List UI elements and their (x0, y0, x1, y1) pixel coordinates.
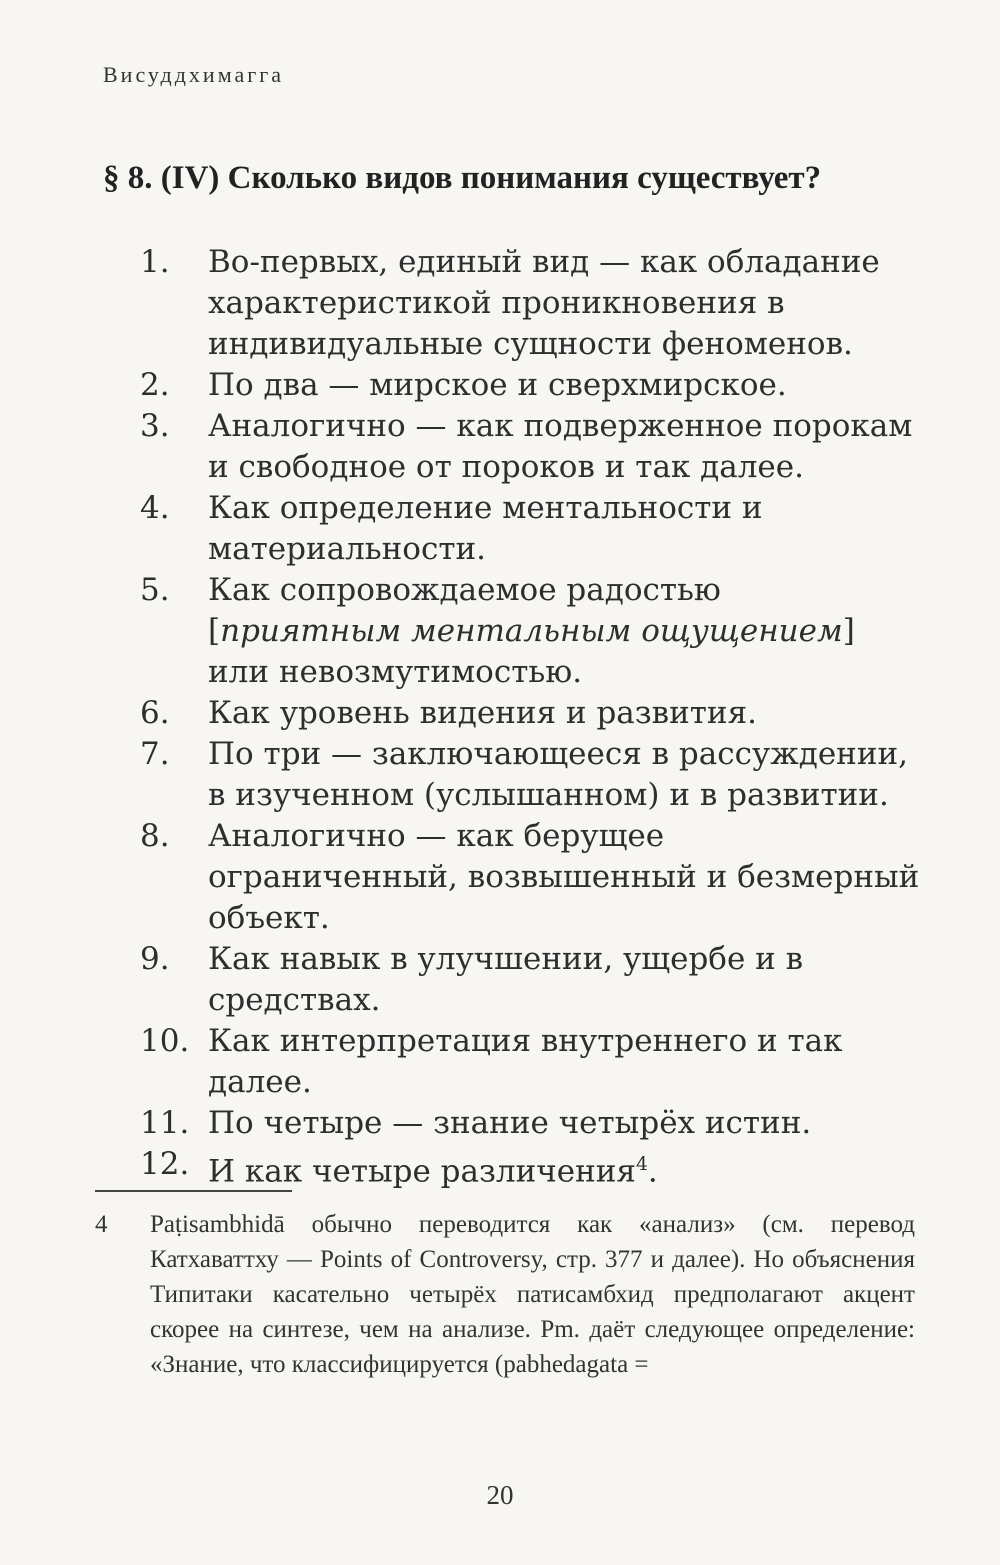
item-number: 11. (140, 1105, 190, 1141)
item-number: 1. (140, 244, 170, 280)
item-number: 10. (140, 1023, 190, 1059)
item-text-before: Как сопровождаемое радостью [ (208, 572, 721, 649)
item-text: Как уровень видения и развития. (208, 695, 758, 731)
item-text-main: И как четыре различения (208, 1153, 636, 1190)
item-text-italic: приятным ментальным ощущением (220, 613, 843, 649)
list-item (140, 939, 920, 1021)
item-number: 4. (140, 490, 170, 526)
list-item (140, 570, 920, 693)
section-title: § 8. (IV) Сколько видов понимания существует? (103, 160, 822, 196)
item-text: Аналогично — как берущее ограниченный, возвышенный и безмерный объект. (208, 818, 920, 936)
types-list (140, 242, 920, 1192)
list-item (140, 734, 920, 816)
footnote (95, 1207, 915, 1382)
list-item (140, 1144, 920, 1192)
item-text (208, 570, 920, 693)
page-number: 20 (486, 1480, 514, 1510)
item-text: По четыре — знание четырёх истин. (208, 1105, 812, 1141)
item-number: 5. (140, 572, 170, 608)
item-text: По два — мирское и сверхмирское. (208, 367, 787, 403)
list-item (140, 488, 920, 570)
footnote-divider (95, 1190, 292, 1192)
running-head: Висуддхимагга (103, 62, 285, 87)
item-text: Как навык в улучшении, ущербе и в средствах. (208, 941, 804, 1018)
item-number: 7. (140, 736, 170, 772)
list-item (140, 365, 920, 406)
item-text-after: ] или невозмутимостью. (208, 613, 855, 690)
item-text: Во-первых, единый вид — как обладание характеристикой проникновения в индивидуальные сущности феноменов. (208, 244, 880, 362)
list-item (140, 693, 920, 734)
item-number: 6. (140, 695, 170, 731)
list-item (140, 1103, 920, 1144)
item-text: По три — заключающееся в рассуждении, в изученном (услышанном) и в развитии. (208, 736, 908, 813)
list-item (140, 816, 920, 939)
list-item (140, 1021, 920, 1103)
item-text: Как определение ментальности и материальности. (208, 490, 763, 567)
item-text: Как интерпретация внутреннего и так далее. (208, 1023, 843, 1100)
footnote-number: 4 (95, 1211, 108, 1238)
item-number: 3. (140, 408, 170, 444)
item-text: Аналогично — как подверженное порокам и свободное от пороков и так далее. (208, 408, 913, 485)
footnote-ref[interactable]: 4 (636, 1154, 648, 1175)
item-number: 2. (140, 367, 170, 403)
footnote-text: Paṭisambhidā обычно переводится как «анализ» (см. перевод Катхаваттху — Points of Controversy, стр. 377 и далее). Но объяснения Типитаки касательно четырёх патисамбхид предполагают акцент скорее на синтезе, чем на анализе. Pm. даёт следующее определение: «Знание, что классифицируется (pabhedagata = (150, 1211, 915, 1378)
item-number: 9. (140, 941, 170, 977)
list-item (140, 406, 920, 488)
item-number: 12. (140, 1146, 190, 1182)
list-item (140, 242, 920, 365)
item-text (208, 1144, 920, 1192)
item-text-after: . (647, 1153, 658, 1190)
item-number: 8. (140, 818, 170, 854)
